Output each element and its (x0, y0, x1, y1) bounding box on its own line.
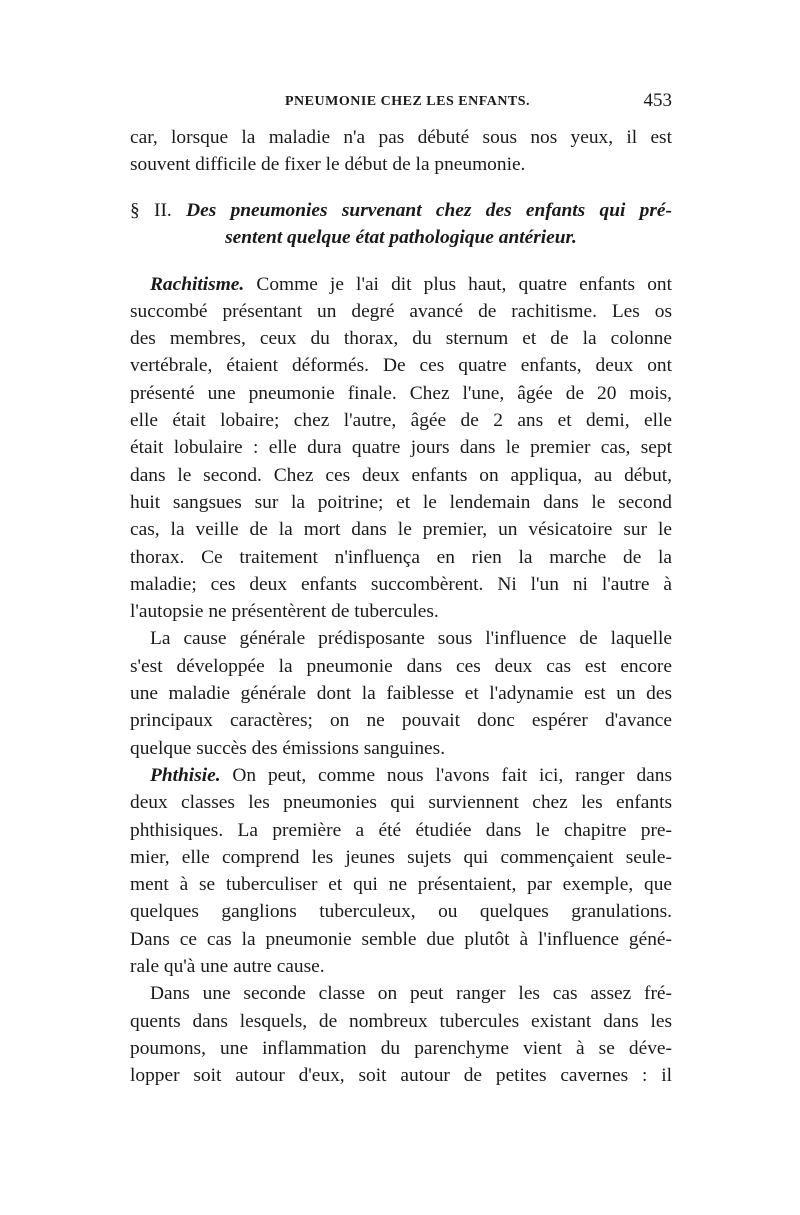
text-line: présenté une pneumonie finale. Chez l'une, âgée de 20 mois, (130, 382, 672, 404)
text-segment: On peut, comme nous l'avons fait ici, ranger dans (220, 764, 672, 786)
section-number: § II. (130, 199, 172, 221)
running-head (130, 92, 672, 114)
text-line: quents dans lesquels, de nombreux tubercules existant dans les (130, 1010, 672, 1032)
section-title-part-2: sentent quelque état pathologique antérieur. (225, 226, 577, 248)
paragraph-rachitisme (130, 271, 672, 626)
text-line: deux classes les pneumonies qui surviennent chez les enfants (130, 792, 672, 814)
text-line: maladie; ces deux enfants succombèrent. Ni l'un ni l'autre à (130, 573, 672, 595)
text-line: ment à se tuberculiser et qui ne présentaient, par exemple, que (130, 874, 672, 896)
text-line: succombé présentant un degré avancé de rachitisme. Les os (130, 300, 672, 322)
paragraph-seconde-classe (130, 980, 672, 1089)
text-line: poumons, une inflammation du parenchyme vient à se déve- (130, 1037, 672, 1059)
text-line: rale qu'à une autre cause. (130, 956, 325, 978)
text-line: s'est développée la pneumonie dans ces deux cas est encore (130, 655, 672, 677)
text-line: des membres, ceux du thorax, du sternum et de la colonne (130, 328, 672, 350)
text-line: une maladie générale dont la faiblesse et l'adynamie est un des (130, 683, 672, 705)
run-in-heading: Rachitisme. (150, 273, 245, 295)
text-line: thorax. Ce traitement n'influença en rien la marche de la (130, 546, 672, 568)
text-line: phthisiques. La première a été étudiée dans le chapitre pre- (130, 819, 672, 841)
text-line: Dans ce cas la pneumonie semble due plutôt à l'influence géné- (130, 928, 672, 950)
text-line: était lobulaire : elle dura quatre jours dans le premier cas, sept (130, 437, 672, 459)
text-line: elle était lobaire; chez l'autre, âgée de 2 ans et demi, elle (130, 410, 672, 432)
page-number: 453 (643, 90, 672, 111)
text-line: dans le second. Chez ces deux enfants on appliqua, au début, (130, 464, 672, 486)
text-line: quelque succès des émissions sanguines. (130, 737, 446, 759)
text-segment: Comme je l'ai dit plus haut, quatre enfants ont (244, 273, 672, 295)
text-line: quelques ganglions tuberculeux, ou quelques granulations. (130, 901, 672, 923)
text-line: lopper soit autour d'eux, soit autour de petites cavernes : il (130, 1065, 672, 1087)
running-title: PNEUMONIE CHEZ LES ENFANTS. (285, 94, 531, 109)
paragraph-phthisie (130, 762, 672, 980)
text-line: Dans une seconde classe on peut ranger les cas assez fré- (150, 983, 672, 1005)
text-line: La cause générale prédisposante sous l'influence de laquelle (150, 628, 672, 650)
text-line: mier, elle comprend les jeunes sujets qui commençaient seule- (130, 846, 672, 868)
paragraph-cause-generale (130, 625, 672, 761)
section-heading (130, 197, 672, 251)
text-line: l'autopsie ne présentèrent de tubercules. (130, 601, 439, 623)
section-heading-line-1 (130, 197, 672, 224)
text-line: vertébrale, étaient déformés. De ces quatre enfants, deux ont (130, 355, 672, 377)
text-line: cas, la veille de la mort dans le premier, un vésicatoire sur le (130, 519, 672, 541)
intro-paragraph (130, 124, 672, 179)
book-page (130, 92, 672, 1090)
text-line (130, 271, 672, 298)
section-title-part-1: Des pneumonies survenant chez des enfants qui pré- (186, 199, 672, 221)
text-line: souvent difficile de fixer le début de la pneumonie. (130, 154, 526, 176)
run-in-heading: Phthisie. (150, 764, 221, 786)
text-line: car, lorsque la maladie n'a pas débuté sous nos yeux, il est (130, 127, 672, 148)
text-line: huit sangsues sur la poitrine; et le lendemain dans le second (130, 491, 672, 513)
text-line: principaux caractères; on ne pouvait donc espérer d'avance (130, 710, 672, 732)
text-line (130, 762, 672, 789)
